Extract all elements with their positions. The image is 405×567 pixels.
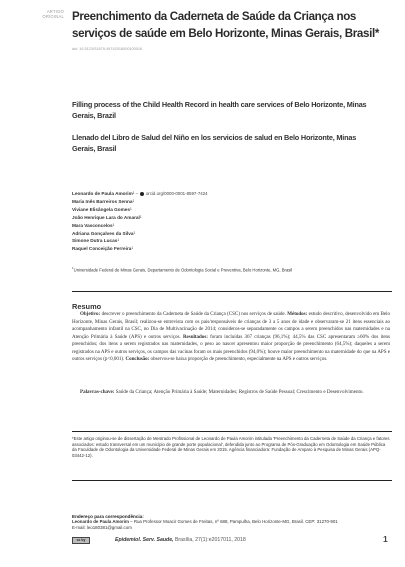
author-name: João Henrique Lara do Amaral [72,214,140,220]
journal-name: Epidemiol. Serv. Saude, [115,537,174,543]
correspondence-heading: Endereço para correspondência: [72,514,144,519]
correspondence-body: Leonardo de Paula Amorim – Rua Professor Moacir Gomes de Freitas, nº 688, Pampulha, Belo Horizonte-MG, Brasil. CEP: 31270-901 E-mail: leo180381@gmail.com [72,519,338,530]
author-name: Maria Inês Barreiros Senna [72,198,133,204]
divider [72,291,392,292]
divider [72,480,392,481]
author-item: João Henrique Lara do Amaral 1 [72,214,142,220]
author-item: Maria Inês Barreiros Senna 1 [72,198,135,204]
citation: Brasília, 27(1):e2017011, 2018 [173,537,246,543]
author-item: Adriana Gonçalves da Silva 1 [72,230,136,236]
author-name: Mara Vasconcelos [72,222,113,228]
abstract-body: Objetivo: descrever o preenchimento da Caderneta de Saúde da Criança (CSC) nos serviços de saúde. Métodos: estudo descritivo, desenvolvido em Belo Horizonte, Minas Gerais, Brasil; realizou-se entrevista com os pais/responsáveis de crianças de 3 a 5 anos de idade e observaram-se 21 itens essenciais ao acompanhamento infantil na CSC, no Dia de Multivacinação de 2014; consideros-se separadamente os campos a serem preenchidos nas maternidades e na Atenção Primária à Saúde (APS) e outros serviços. Resultados: foram incluídas 367 crianças (96,1%); 44,5% das CSC apresentaram ≥60% dos itens preenchidos; dos itens a serem registrados nas maternidades, o peso ao nascer apresentou maior proporção de preenchimento (64,5%); daqueles a serem registrados na APS e outros serviços, os campos das vacinas foram os mais preenchidos (94,0%); houve maior preenchimento na maternidade do que na APS e outros serviços (p<0,001). Conclusão: observou-se baixa proporção de preenchimento, especialmente na APS e outros serviços. [72,311,390,362]
author-name: Adriana Gonçalves da Silva [72,230,134,236]
author-name: Viviane Elisângela Gomes [72,206,131,212]
orcid-icon [140,192,145,197]
author-item: Raquel Conceição Ferreira 1 [72,246,134,252]
author-name: Leonardo de Paula Amorim [72,191,133,196]
correspondence-email[interactable]: E-mail: leo180381@gmail.com [72,524,132,530]
divider [72,431,392,432]
orcid-link[interactable]: orcid.org/0000-0001-8597-7424 [145,191,208,196]
article-type-line1: ARTIGO [46,9,64,14]
footnote: *Este artigo originou-se de dissertação de Mestrado Profissional de Leonardo de Paula Amorim intitulada 'Preenchimento da Caderneta de Saúde da Criança e fatores associados: estudo transversal em um município de grande porte populacional', defendida junto ao Programa de Pós-Graduação em Odontologia em Saúde Pública da Faculdade de Odontologia da Universidade Federal de Minas Gerais em 2015. Agência financiadora: Fundação de Amparo à Pesquisa de Minas Gerais (APQ-03442-12). [72,436,390,458]
article-type-label [14,9,64,19]
author-name: Raquel Conceição Ferreira [72,246,132,252]
author-item: Mara Vasconcelos 1 [72,222,115,228]
doi-link[interactable]: doi: 10.5123/S1679-49742018000100016 [72,47,143,51]
author-item: Simone Dutra Lucas 1 [72,238,120,244]
cc-license-icon[interactable]: cc by [72,537,90,544]
affiliation-text: Universidade Federal de Minas Gerais, Departamento de Odontologia Social e Preventiva, Belo Horizonte, MG, Brasil [73,267,293,273]
page-number: 1 [383,534,388,544]
author-list [72,190,382,253]
journal-footer [115,537,246,543]
affiliation: $^1$Universidade Federal de Minas Gerais, Departamento de Odontologia Social e Preventiva, Belo Horizonte, MG, Brasil [72,266,293,273]
article-title-es: Llenado del Libro de Salud del Niño en los servicios de salud en Belo Horizonte, Minas Gerais, Brasil [72,133,357,153]
author-item: Leonardo de Paula Amorim 1 – orcid.org/0000-0001-8597-7424 [72,191,208,196]
author-name: Simone Dutra Lucas [72,238,118,244]
article-title-pt: Preenchimento da Caderneta de Saúde da Criança nos serviços de saúde em Belo Horizonte, Minas Gerais, Brasil* [72,10,380,40]
author-item: Viviane Elisângela Gomes 1 [72,206,132,212]
article-title-en: Filling process of the Child Health Record in health care services of Belo Horizonte, Minas Gerais, Brazil [72,100,367,120]
keywords: Palavras-chave: Saúde da Criança; Atenção Primária à Saúde; Maternidades; Registros de Saúde Pessoal; Crescimento e Desenvolvimento. [80,389,364,395]
article-type-line2: ORIGINAL [42,14,64,19]
abstract-heading: Resumo [72,302,102,311]
